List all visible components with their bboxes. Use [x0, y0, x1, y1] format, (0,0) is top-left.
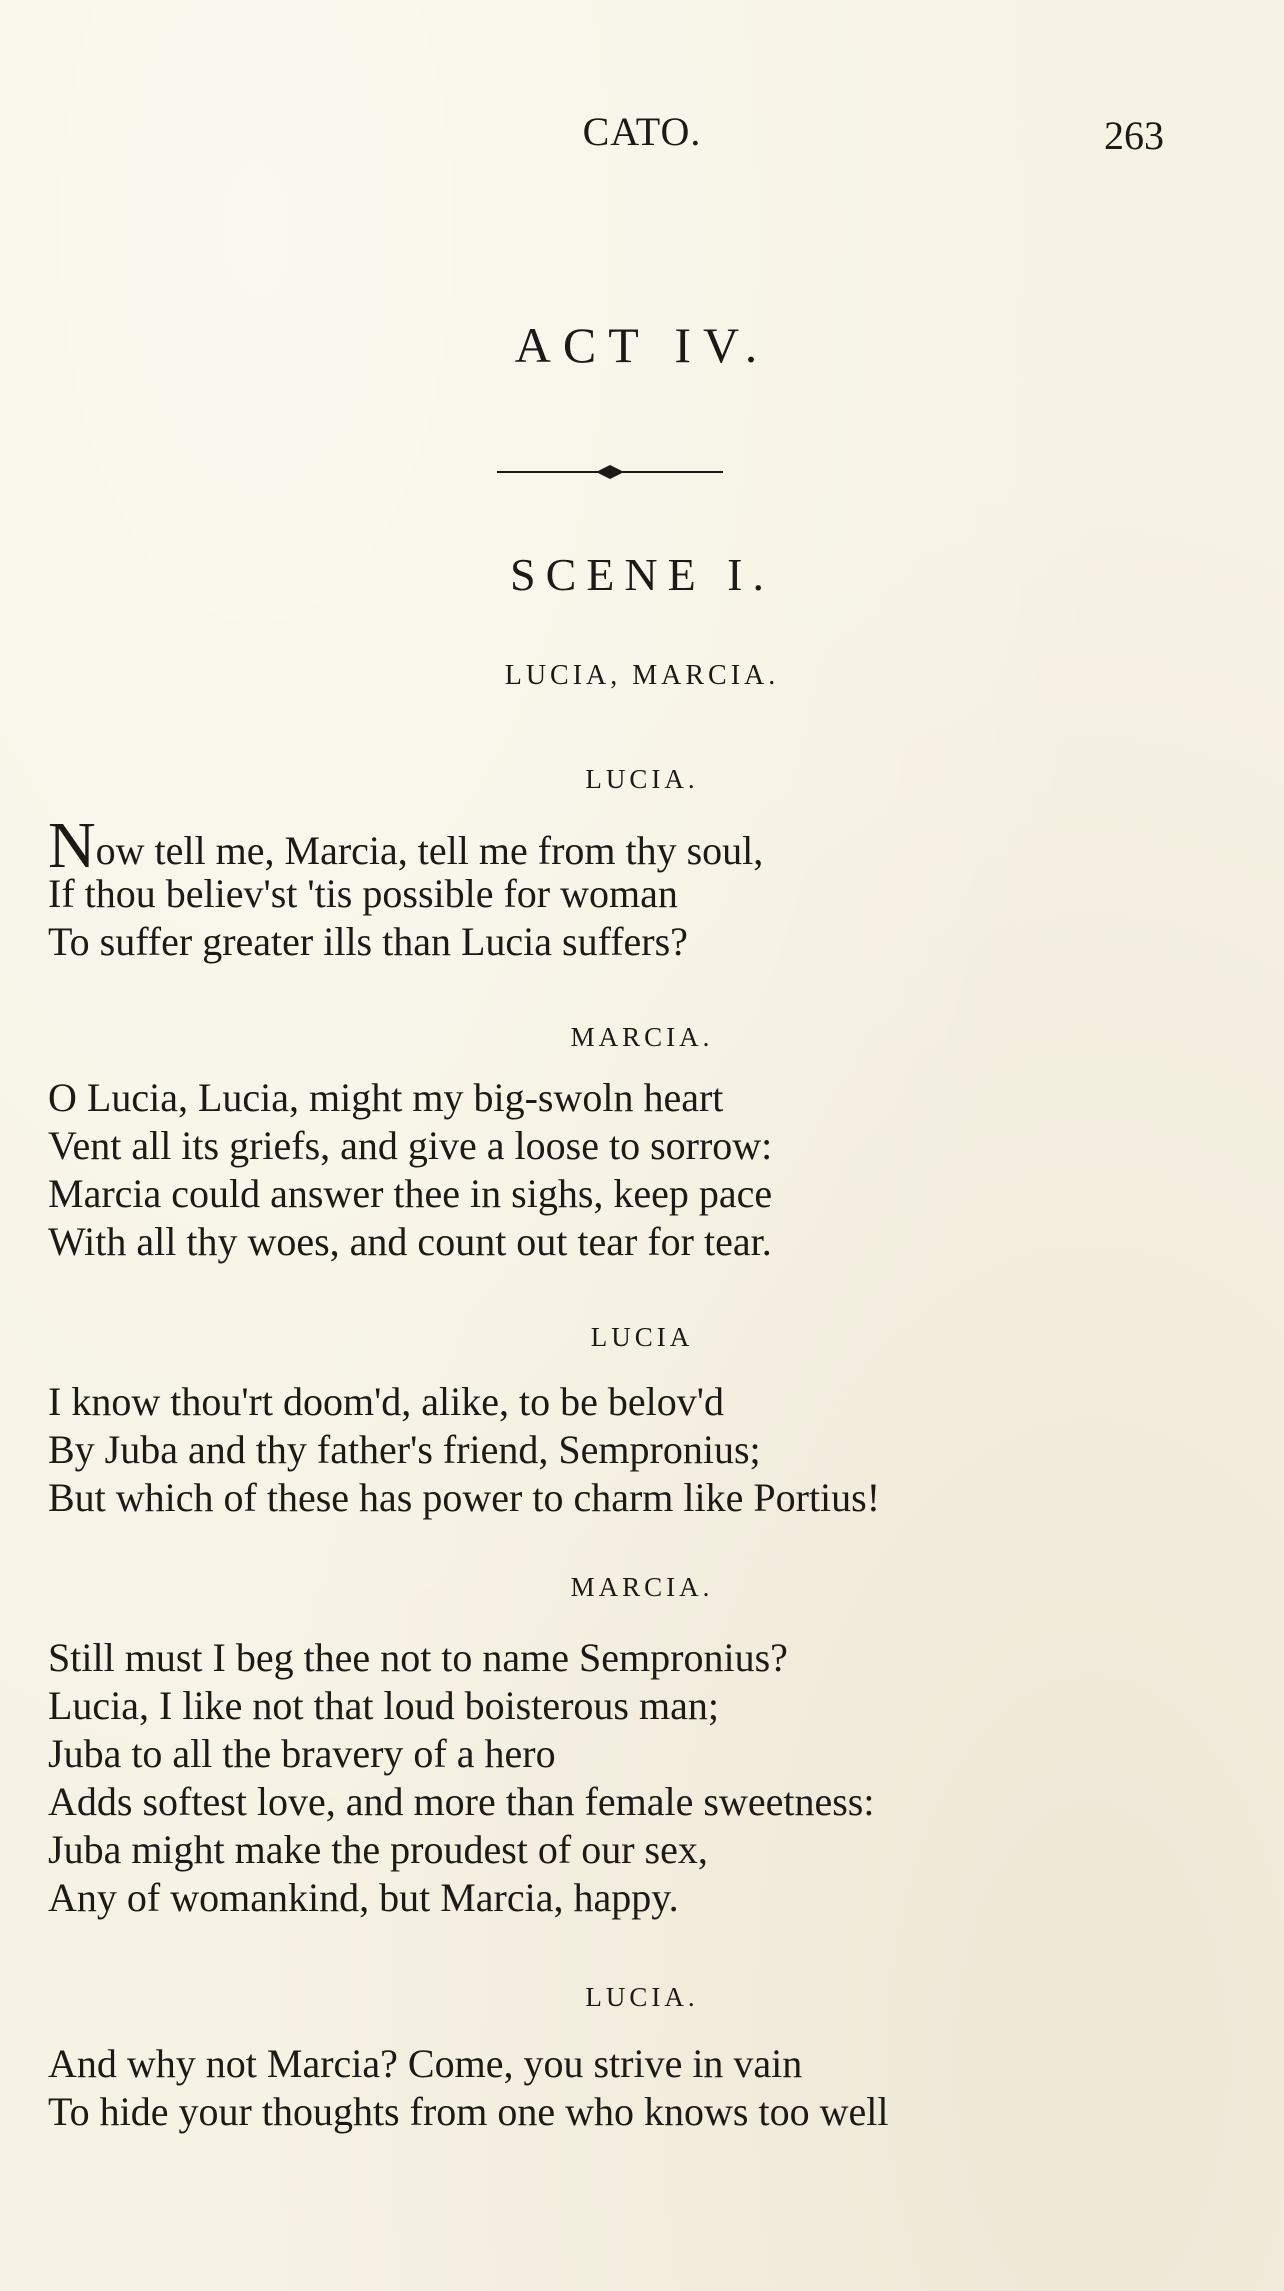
verse-line [48, 809, 1228, 882]
act-heading: ACT IV. [514, 317, 770, 373]
speech-lines [48, 1074, 1228, 1266]
verse-line: Juba to all the bravery of a hero [48, 1731, 556, 1776]
dramatis-personae: LUCIA, MARCIA. [504, 660, 780, 691]
speaker-name: LUCIA [590, 1322, 694, 1352]
verse-line: But which of these has power to charm like Portius! [48, 1475, 881, 1520]
drop-cap: N [48, 809, 96, 882]
verse-line: Vent all its griefs, and give a loose to sorrow: [48, 1123, 773, 1168]
verse-line: Any of womankind, but Marcia, happy. [48, 1875, 679, 1920]
speech-lines [48, 1634, 1228, 1922]
verse-line: To suffer greater ills than Lucia suffers? [48, 919, 688, 964]
verse-line: And why not Marcia? Come, you strive in vain [48, 2041, 803, 2086]
verse-line: Marcia could answer thee in sighs, keep pace [48, 1171, 773, 1216]
speaker-name: MARCIA. [570, 1572, 714, 1602]
verse-line: With all thy woes, and count out tear for tear. [48, 1219, 772, 1264]
speaker-name: LUCIA. [585, 764, 699, 794]
verse-line: Lucia, I like not that loud boisterous man; [48, 1683, 719, 1728]
running-title: CATO. [582, 109, 702, 154]
verse-line: Adds softest love, and more than female sweetness: [48, 1779, 875, 1824]
page-number: 263 [1104, 113, 1164, 158]
speech-lines [48, 1378, 1228, 1522]
speaker-name: LUCIA. [585, 1982, 699, 2012]
verse-line: I know thou'rt doom'd, alike, to be belov'd [48, 1379, 724, 1424]
verse-line: Still must I beg thee not to name Sempronius? [48, 1635, 788, 1680]
speaker-name: MARCIA. [570, 1022, 714, 1052]
ornament-rule [497, 462, 723, 482]
speech-lines [48, 809, 1228, 966]
verse-line: By Juba and thy father's friend, Sempronius; [48, 1427, 761, 1472]
scene-heading: SCENE I. [510, 549, 774, 600]
verse-line: O Lucia, Lucia, might my big-swoln heart [48, 1075, 724, 1120]
verse-line: Juba might make the proudest of our sex, [48, 1827, 708, 1872]
speech-lines [48, 2040, 1228, 2136]
verse-line: To hide your thoughts from one who knows too well [48, 2089, 889, 2134]
verse-text: ow tell me, Marcia, tell me from thy soul, [95, 828, 764, 873]
verse-line: If thou believ'st 'tis possible for woman [48, 871, 678, 916]
